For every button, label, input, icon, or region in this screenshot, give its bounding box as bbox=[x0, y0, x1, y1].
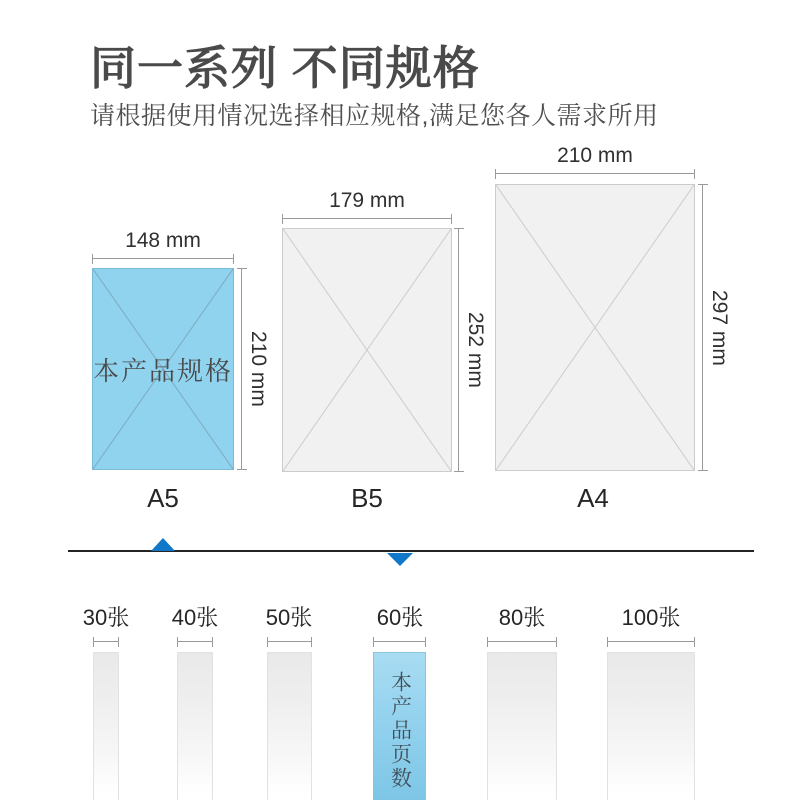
page-subtitle: 请根据使用情况选择相应规格,满足您各人需求所用 bbox=[90, 102, 659, 130]
b5-size-name: B5 bbox=[351, 483, 383, 513]
pages-60-label: 60张 bbox=[376, 605, 424, 630]
a5-width-label: 148 mm bbox=[125, 229, 201, 252]
a4-width-label: 210 mm bbox=[557, 144, 633, 167]
pages-80-dimension-line bbox=[487, 641, 557, 642]
a4-height-label: 297 mm bbox=[708, 289, 731, 366]
pages-60-bar-highlighted bbox=[373, 652, 426, 800]
pages-80-bar bbox=[487, 652, 557, 800]
pages-60-dimension-line bbox=[373, 641, 426, 642]
pages-60-product-tag: 本产品页数 bbox=[388, 671, 412, 791]
b5-width-label: 179 mm bbox=[329, 189, 405, 212]
a4-width-dimension-line bbox=[495, 173, 695, 174]
a5-width-dimension-line bbox=[92, 258, 234, 259]
pages-40-bar bbox=[177, 652, 213, 800]
pages-30-bar bbox=[93, 652, 119, 800]
pages-30-dimension-line bbox=[93, 641, 119, 642]
b5-diagonal-cross bbox=[283, 229, 451, 471]
b5-height-label: 252 mm bbox=[464, 312, 487, 388]
pages-100-label: 100张 bbox=[621, 605, 681, 630]
b5-height-dimension-line bbox=[458, 228, 459, 472]
pages-50-label: 50张 bbox=[265, 605, 313, 630]
a5-size-name: A5 bbox=[147, 483, 179, 513]
a4-diagonal-cross bbox=[496, 185, 694, 470]
pages-100-bar bbox=[607, 652, 695, 800]
pages-30-label: 30张 bbox=[82, 605, 130, 630]
pages-80-label: 80张 bbox=[498, 605, 546, 630]
triangle-down-marker-icon bbox=[387, 553, 413, 566]
a4-size-name: A4 bbox=[577, 483, 609, 513]
pages-100-dimension-line bbox=[607, 641, 695, 642]
a4-height-dimension-line bbox=[702, 184, 703, 471]
b5-width-dimension-line bbox=[282, 218, 452, 219]
a5-height-dimension-line bbox=[241, 268, 242, 470]
b5-paper-rect bbox=[282, 228, 452, 472]
a5-height-label: 210 mm bbox=[247, 331, 270, 407]
pages-40-label: 40张 bbox=[171, 605, 219, 630]
pages-40-dimension-line bbox=[177, 641, 213, 642]
a5-product-tag: 本产品规格 bbox=[93, 355, 234, 386]
pages-50-dimension-line bbox=[267, 641, 312, 642]
triangle-up-marker-icon bbox=[151, 538, 175, 551]
page-title: 同一系列 不同规格 bbox=[90, 42, 480, 94]
a5-paper-rect bbox=[92, 268, 234, 470]
a4-paper-rect bbox=[495, 184, 695, 471]
pages-50-bar bbox=[267, 652, 312, 800]
